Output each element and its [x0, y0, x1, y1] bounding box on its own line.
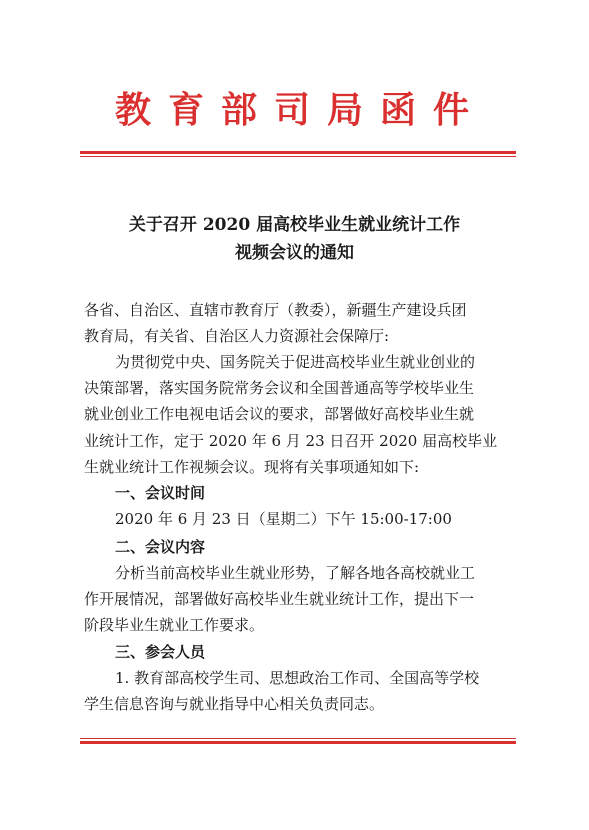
letterhead-rule-thick	[80, 151, 516, 154]
section-2-heading: 二、会议内容	[115, 538, 206, 556]
section-3-line-1: 1. 教育部高校学生司、思想政治工作司、全国高等学校	[115, 669, 480, 687]
section-1-line-1: 2020 年 6 月 23 日（星期二）下午 15:00-17:00	[115, 510, 452, 528]
footer-rule-thin	[80, 738, 516, 739]
footer-rule-thick	[80, 741, 516, 744]
addressee-line-2: 教育局，有关省、自治区人力资源社会保障厅:	[84, 327, 390, 345]
section-2-line-3: 阶段毕业生就业工作要求。	[84, 616, 265, 634]
intro-line-2: 决策部署，落实国务院常务会议和全国普通高等学校毕业生	[84, 379, 475, 397]
document-title-line-1: 关于召开 2020 届高校毕业生就业统计工作	[128, 215, 461, 235]
section-3-line-2: 学生信息咨询与就业指导中心相关负责同志。	[84, 695, 385, 713]
intro-line-1: 为贯彻党中央、国务院关于促进高校毕业生就业创业的	[115, 353, 476, 371]
document-title-line-2: 视频会议的通知	[235, 243, 354, 263]
intro-line-4: 业统计工作，定于 2020 年 6 月 23 日召开 2020 届高校毕业	[84, 432, 498, 450]
letterhead-rule-thin	[80, 156, 516, 157]
intro-line-5: 生就业统计工作视频会议。现将有关事项通知如下:	[84, 458, 420, 476]
section-2-line-2: 作开展情况，部署做好高校毕业生就业统计工作，提出下一	[84, 590, 475, 608]
addressee-line-1: 各省、自治区、直辖市教育厅（教委），新疆生产建设兵团	[84, 301, 467, 319]
intro-line-3: 就业创业工作电视电话会议的要求，部署做好高校毕业生就	[84, 405, 475, 423]
section-3-heading: 三、参会人员	[115, 643, 206, 661]
section-1-heading: 一、会议时间	[115, 484, 206, 502]
section-2-line-1: 分析当前高校毕业生就业形势，了解各地各高校就业工	[115, 564, 476, 582]
letterhead-title: 教育部司局函件	[114, 89, 486, 131]
